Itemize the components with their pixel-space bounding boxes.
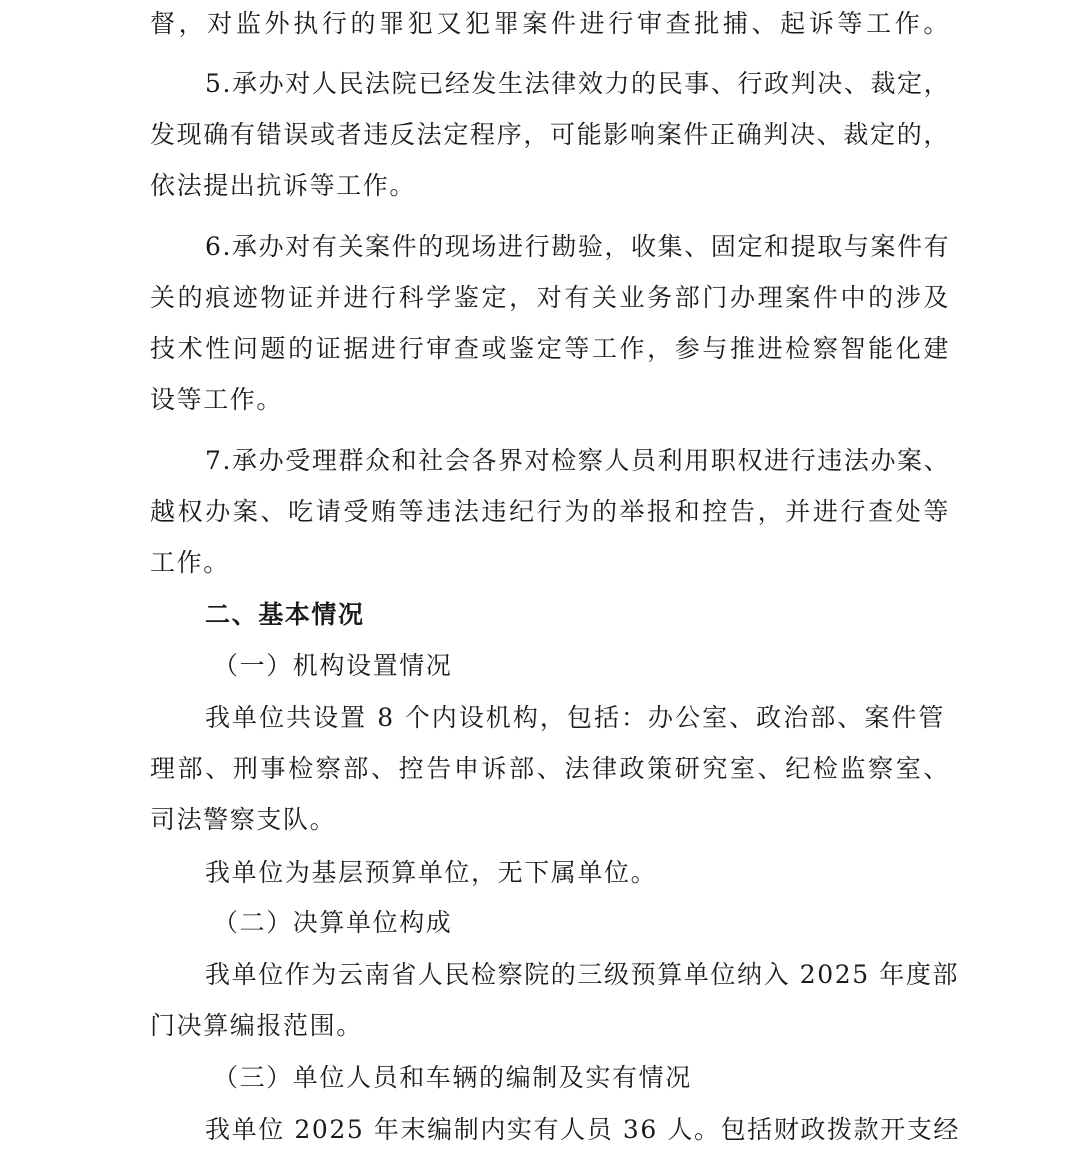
paragraph-line: 技术性问题的证据进行审查或鉴定等工作，参与推进检察智能化建 — [150, 334, 950, 363]
paragraph-line: 督，对监外执行的罪犯又犯罪案件进行审查批捕、起诉等工作。 — [150, 9, 950, 38]
paragraph-line: 理部、刑事检察部、控告申诉部、法律政策研究室、纪检监察室、 — [150, 754, 950, 783]
paragraph-line: 关的痕迹物证并进行科学鉴定，对有关业务部门办理案件中的涉及 — [150, 283, 950, 312]
paragraph-line: 设等工作。 — [150, 385, 284, 414]
subsection-heading: （一）机构设置情况 — [213, 651, 453, 680]
paragraph-line: 依法提出抗诉等工作。 — [150, 171, 417, 200]
paragraph-line: 6.承办对有关案件的现场进行勘验，收集、固定和提取与案件有 — [205, 232, 951, 261]
subsection-heading: （二）决算单位构成 — [213, 908, 453, 937]
paragraph-line: 门决算编报范围。 — [150, 1011, 363, 1040]
paragraph-line: 工作。 — [150, 548, 230, 577]
section-heading: 二、基本情况 — [205, 600, 365, 629]
paragraph-line: 司法警察支队。 — [150, 805, 337, 834]
paragraph-line: 我单位 2025 年末编制内实有人员 36 人。包括财政拨款开支经 — [205, 1115, 961, 1144]
paragraph-line: 我单位为基层预算单位，无下属单位。 — [205, 858, 658, 887]
paragraph-line: 我单位作为云南省人民检察院的三级预算单位纳入 2025 年度部 — [205, 960, 960, 989]
paragraph-line: 我单位共设置 8 个内设机构，包括：办公室、政治部、案件管 — [205, 703, 945, 732]
paragraph-line: 7.承办受理群众和社会各界对检察人员利用职权进行违法办案、 — [205, 446, 951, 475]
paragraph-line: 5.承办对人民法院已经发生法律效力的民事、行政判决、裁定， — [205, 69, 951, 98]
subsection-heading: （三）单位人员和车辆的编制及实有情况 — [213, 1063, 692, 1092]
paragraph-line: 越权办案、吃请受贿等违法违纪行为的举报和控告，并进行查处等 — [150, 497, 950, 526]
paragraph-line: 发现确有错误或者违反法定程序，可能影响案件正确判决、裁定的， — [150, 120, 950, 149]
